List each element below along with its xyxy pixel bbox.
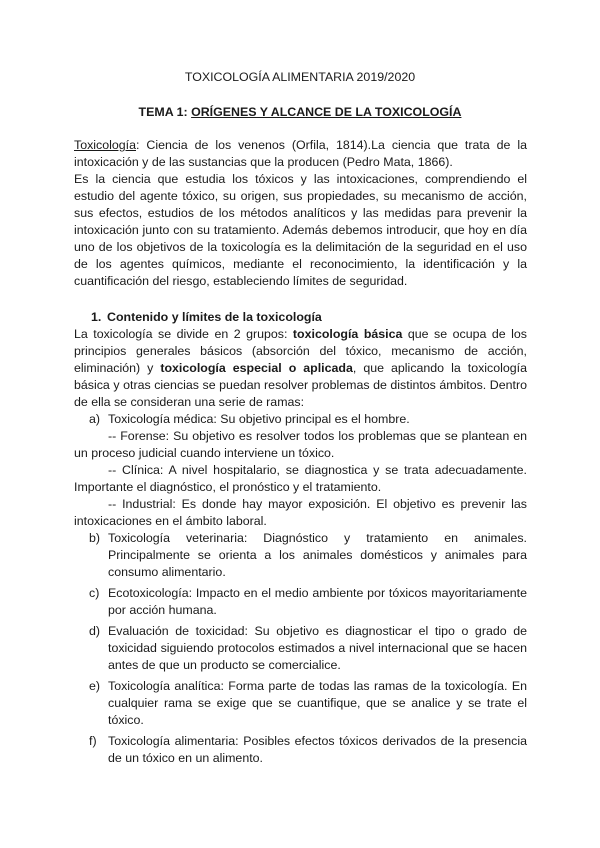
list-item-text: Ecotoxicología: Impacto en el medio ambiente por tóxicos mayoritariamente por acción humana. [108,586,527,617]
intro-definition-text: : Ciencia de los venenos (Orfila, 1814).La ciencia que trata de la intoxicación y de las sustancias que la producen (Pedro Mata, 1866). [74,138,527,169]
list-item-text: Evaluación de toxicidad: Su objetivo es diagnosticar el tipo o grado de toxicidad siguiendo protocolos estimados a nivel internacional que se hacen antes de que un producto se comercialice. [108,624,527,672]
list-item [74,733,527,767]
sub-item-industrial: -- Industrial: Es donde hay mayor exposición. El objetivo es prevenir las intoxicaciones en el ámbito laboral. [74,497,527,528]
list-item-text: Toxicología médica: Su objetivo principal es el hombre. [108,412,410,426]
section-paragraph-part: La toxicología se divide en 2 grupos: [74,327,293,341]
intro-definition [74,137,527,171]
section-paragraph [74,326,527,411]
section-heading-text: Contenido y límites de la toxicología [107,310,322,324]
list-marker: c) [89,586,100,600]
page-title [0,104,600,121]
sub-item-forense: -- Forense: Su objetivo es resolver todos los problemas que se plantean en un proceso judicial cuando interviene un tóxico. [74,429,527,460]
list-item [74,678,527,729]
list-marker: b) [89,531,101,545]
list-item-text: Toxicología alimentaria: Posibles efectos tóxicos derivados de la presencia de un tóxico en un alimento. [108,734,527,765]
section-paragraph-part: , que aplicando la toxicología básica y otras ciencias se puedan resolver problemas de distintos ámbitos. Dentro de ella se consideran una serie de ramas: [74,361,527,409]
list-item [74,623,527,674]
sub-item-clinica: -- Clínica: A nivel hospitalario, se diagnostica y se trata adecuadamente. Importante el diagnóstico, el pronóstico y el tratamiento. [74,463,527,494]
section-number: 1. [91,310,102,324]
list-marker: a) [89,412,101,426]
list-marker: e) [89,679,101,693]
list-item-text: Toxicología veterinaria: Diagnóstico y tratamiento en animales. Principalmente se orienta a los animales domésticos y animales para consumo alimentario. [108,531,527,579]
list-item [74,411,527,428]
list-item [74,585,527,619]
list-marker: d) [89,624,101,638]
list-item-text: Toxicología analítica: Forma parte de todas las ramas de la toxicología. En cualquier rama se exige que se cuantifique, que se analice y se trate el tóxico. [108,679,527,727]
section-heading [74,309,527,326]
title-main: ORÍGENES Y ALCANCE DE LA TOXICOLOGÍA [191,105,462,119]
document-body [74,137,527,767]
list-marker: f) [89,734,97,748]
intro-paragraph: Es la ciencia que estudia los tóxicos y las intoxicaciones, comprendiendo el estudio del agente tóxico, su origen, sus propiedades, su mecanismo de acción, sus efectos, estudios de los métodos analíticos y las medidas para prevenir la intoxicación junto con su tratamiento. Además debemos introducir, que hoy en día uno de los objetivos de la toxicología es la delimitación de la seguridad en el uso de los agentes químicos, mediante el reconocimiento, la identificación y la cuantificación del riesgo, estableciendo límites de seguridad. [74,172,527,288]
intro-term: Toxicología [74,138,136,152]
course-header: TOXICOLOGÍA ALIMENTARIA 2019/2020 [184,70,416,84]
term-basic-toxicology: toxicología básica [292,327,403,341]
list-item [74,530,527,581]
term-applied-toxicology: toxicología especial o aplicada [160,361,353,375]
title-prefix: TEMA 1: [138,105,192,119]
section-paragraph-part: que se ocupa de los principios generales básicos (absorción del tóxico, mecanismo de acción, eliminación) y [74,327,527,375]
